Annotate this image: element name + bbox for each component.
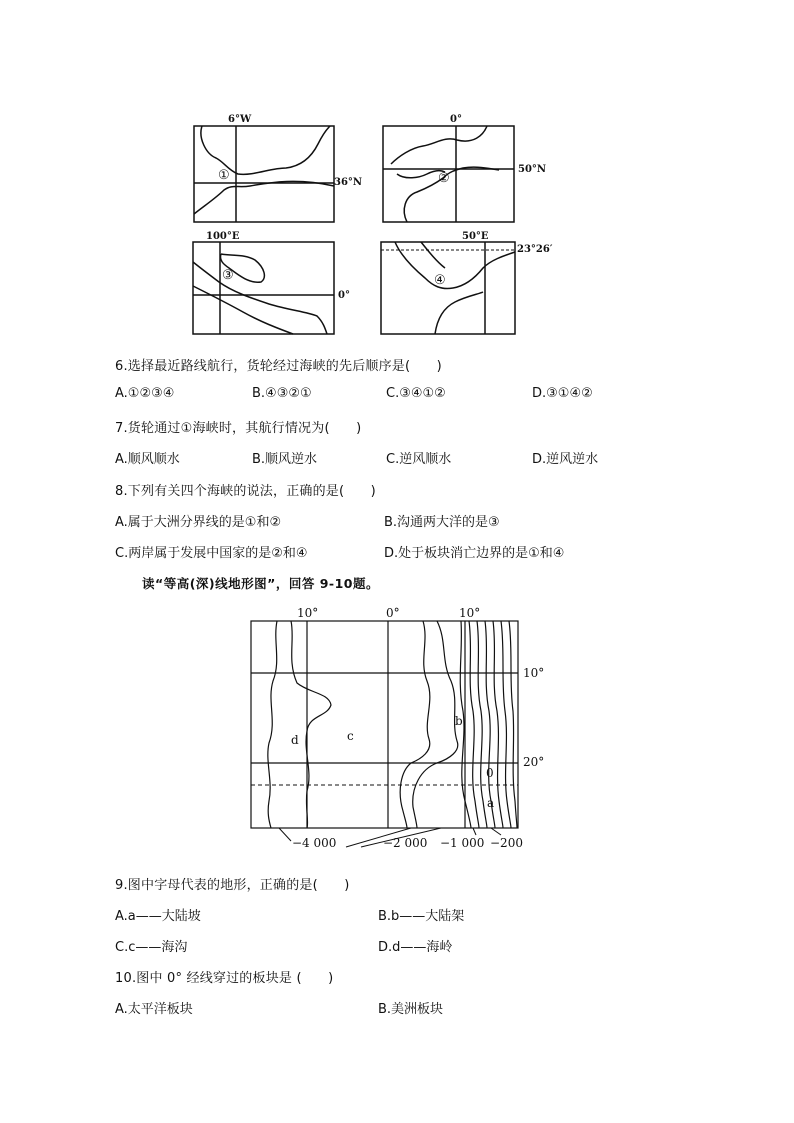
depth-label-200: −200 [490,836,523,850]
question-7-option-a[interactable]: A.顺风顺水 [115,452,180,467]
question-7-option-d[interactable]: D.逆风逆水 [532,452,599,467]
strait-1-marker: ① [218,168,230,183]
map1-longitude-label: 6°W [228,114,252,125]
question-9-option-c[interactable]: C.c——海沟 [115,940,188,955]
question-9-option-d[interactable]: D.d——海岭 [378,940,453,955]
question-9-option-a[interactable]: A.a——大陆坡 [115,909,201,924]
strait-4-marker: ④ [434,273,446,288]
map4-longitude-label: 50°E [462,231,489,242]
contour-letter-a: a [487,796,495,810]
map3-longitude-label: 100°E [206,231,240,242]
section-intro: 读“等高(深)线地形图”，回答 9-10题。 [142,576,379,591]
question-8-option-c[interactable]: C.两岸属于发展中国家的是②和④ [115,546,308,561]
contour-letter-b: b [455,714,463,728]
contour-label-zero: 0 [486,766,494,780]
strait-2-marker: ② [438,171,450,186]
question-6-option-b[interactable]: B.④③②① [252,386,312,401]
question-7-stem: 7.货轮通过①海峡时，其航行情况为( ) [115,421,362,436]
question-9-option-b[interactable]: B.b——大陆架 [378,909,465,924]
depth-label-4000: −4 000 [292,836,337,850]
question-6-option-d[interactable]: D.③①④② [532,386,593,401]
question-6-stem: 6.选择最近路线航行，货轮经过海峡的先后顺序是( ) [115,359,442,374]
question-9-stem: 9.图中字母代表的地形，正确的是( ) [115,878,350,893]
contour-top-label-1: 10° [297,606,319,620]
map1-latitude-label: 36°N [334,177,363,188]
question-8-option-d[interactable]: D.处于板块消亡边界的是①和④ [384,546,565,561]
map2-longitude-label: 0° [450,114,462,125]
strait-map-4 [381,242,515,334]
strait-3-marker: ③ [222,268,234,283]
contour-lat-label-10: 10° [523,666,545,680]
contour-letter-d: d [291,733,299,747]
strait-map-3 [193,242,334,334]
question-7-option-c[interactable]: C.逆风顺水 [386,452,452,467]
contour-top-label-3: 10° [459,606,481,620]
question-6-option-a[interactable]: A.①②③④ [115,386,175,401]
contour-map [251,621,518,828]
contour-lat-label-20: 20° [523,755,545,769]
question-10-option-a[interactable]: A.太平洋板块 [115,1002,193,1017]
map2-latitude-label: 50°N [518,164,547,175]
question-8-option-b[interactable]: B.沟通两大洋的是③ [384,515,500,530]
map3-latitude-label: 0° [338,290,350,301]
question-8-option-a[interactable]: A.属于大洲分界线的是①和② [115,515,282,530]
question-10-option-b[interactable]: B.美洲板块 [378,1002,444,1017]
question-6-option-c[interactable]: C.③④①② [386,386,446,401]
depth-label-1000: −1 000 [440,836,485,850]
map4-latitude-label: 23°26′ [517,244,553,255]
strait-map-1 [194,126,334,222]
contour-letter-c: c [347,729,354,743]
contour-top-label-2: 0° [386,606,400,620]
question-10-stem: 10.图中 0° 经线穿过的板块是 ( ) [115,971,334,986]
question-7-option-b[interactable]: B.顺风逆水 [252,452,318,467]
depth-label-2000: −2 000 [383,836,428,850]
question-8-stem: 8.下列有关四个海峡的说法，正确的是( ) [115,484,376,499]
